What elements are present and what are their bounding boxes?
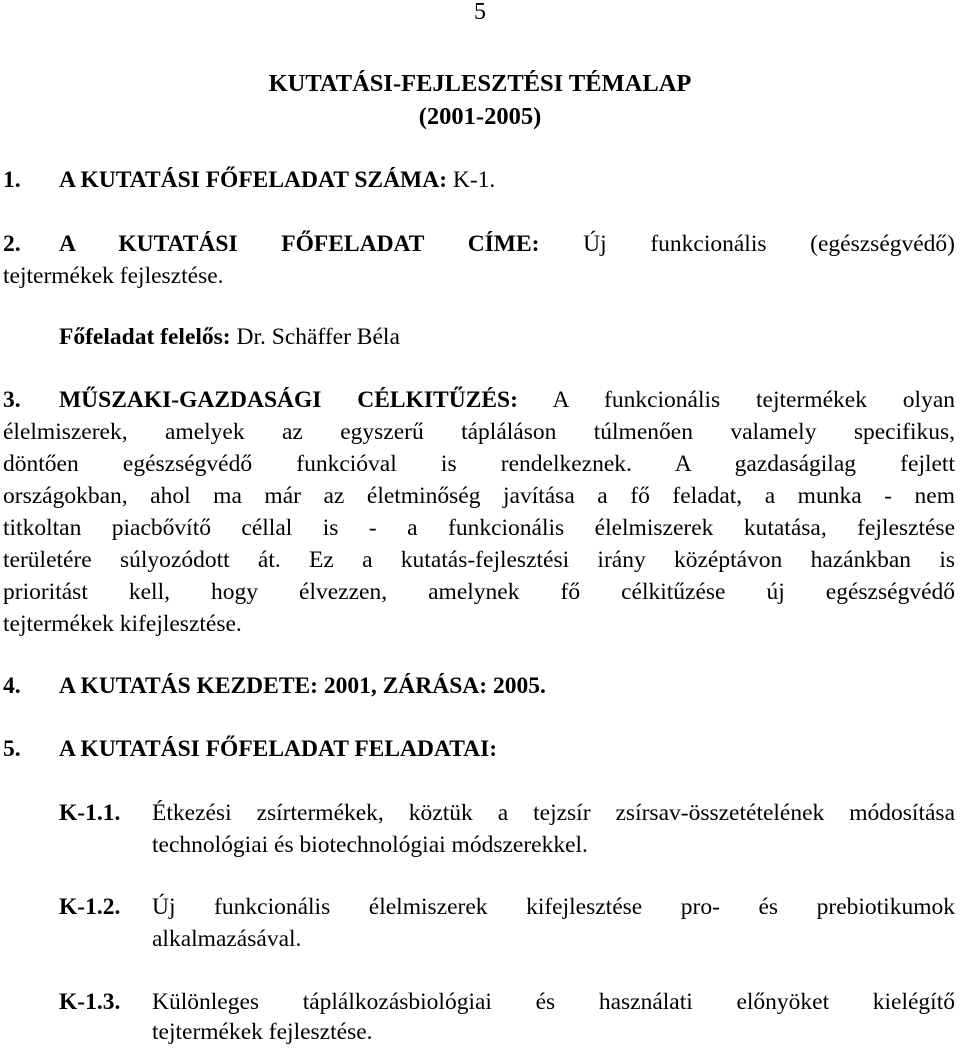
section-2-line-2: tejtermékek fejlesztése. (3, 263, 224, 289)
task-1-code: K-1.1. (59, 800, 121, 826)
responsible-label: Főfeladat felelős: (59, 324, 231, 350)
section-3-line-1 (59, 384, 955, 416)
section-3-line-3: döntően egészségvédő funkcióval is rendelkeznek. A gazdaságilag fejlett (3, 451, 955, 477)
section-3-label: MŰSZAKI-GAZDASÁGI CÉLKITŰZÉS: (59, 387, 518, 413)
section-4-number: 4. (3, 673, 21, 699)
section-3-line-2: élelmiszerek, amelyek az egyszerű tápláláson túlmenően valamely specifikus, (3, 419, 955, 445)
task-3-code: K-1.3. (59, 989, 121, 1015)
task-1-line-2: technológiai és biotechnológiai módszerekkel. (152, 832, 588, 858)
section-1-number: 1. (3, 167, 21, 193)
section-1 (59, 164, 495, 196)
responsible-value: Dr. Schäffer Béla (230, 324, 400, 350)
task-2-line-1: Új funkcionális élelmiszerek kifejlesztése pro- és prebiotikumok (152, 894, 955, 920)
section-2-label: A KUTATÁSI FŐFELADAT CÍME: (59, 231, 540, 257)
section-3-number: 3. (3, 387, 21, 413)
section-3-line-8: tejtermékek kifejlesztése. (3, 611, 242, 637)
section-3-line-6: területére súlyozódott át. Ez a kutatás-fejlesztési irány középtávon hazánkban is (3, 547, 955, 573)
section-2-line-1 (59, 228, 955, 260)
responsible-person (59, 321, 400, 353)
page-number: 5 (474, 0, 486, 25)
task-3-line-1: Különleges táplálkozásbiológiai és használati előnyöket kielégítő (152, 989, 955, 1015)
section-5-number: 5. (3, 736, 21, 762)
section-2-value: Új funkcionális (egészségvédő) (583, 231, 956, 257)
section-4-label: A KUTATÁS KEZDETE: 2001, ZÁRÁSA: 2005. (59, 673, 546, 699)
task-1-line-1: Étkezési zsírtermékek, köztük a tejzsír zsírsav-összetételének módosítása (152, 800, 955, 826)
page-subtitle: (2001-2005) (418, 103, 542, 130)
section-2-number: 2. (3, 231, 21, 257)
section-3-line-7: prioritást kell, hogy élvezzen, amelynek fő célkitűzése új egészségvédő (3, 579, 955, 605)
section-3-line-5: titkoltan piacbővítő céllal is - a funkcionális élelmiszerek kutatása, fejlesztése (3, 515, 955, 541)
section-5-label: A KUTATÁSI FŐFELADAT FELADATAI: (59, 736, 498, 762)
task-3-line-2: tejtermékek fejlesztése. (152, 1019, 373, 1045)
section-1-label: A KUTATÁSI FŐFELADAT SZÁMA: (59, 167, 448, 193)
page-title: KUTATÁSI-FEJLESZTÉSI TÉMALAP (268, 70, 692, 97)
task-2-line-2: alkalmazásával. (152, 926, 302, 952)
section-3-text: A funkcionális tejtermékek olyan (552, 387, 955, 413)
task-2-code: K-1.2. (59, 894, 121, 920)
section-1-value: K-1. (447, 167, 496, 193)
section-3-line-4: országokban, ahol ma már az életminőség javítása a fő feladat, a munka - nem (3, 483, 955, 509)
